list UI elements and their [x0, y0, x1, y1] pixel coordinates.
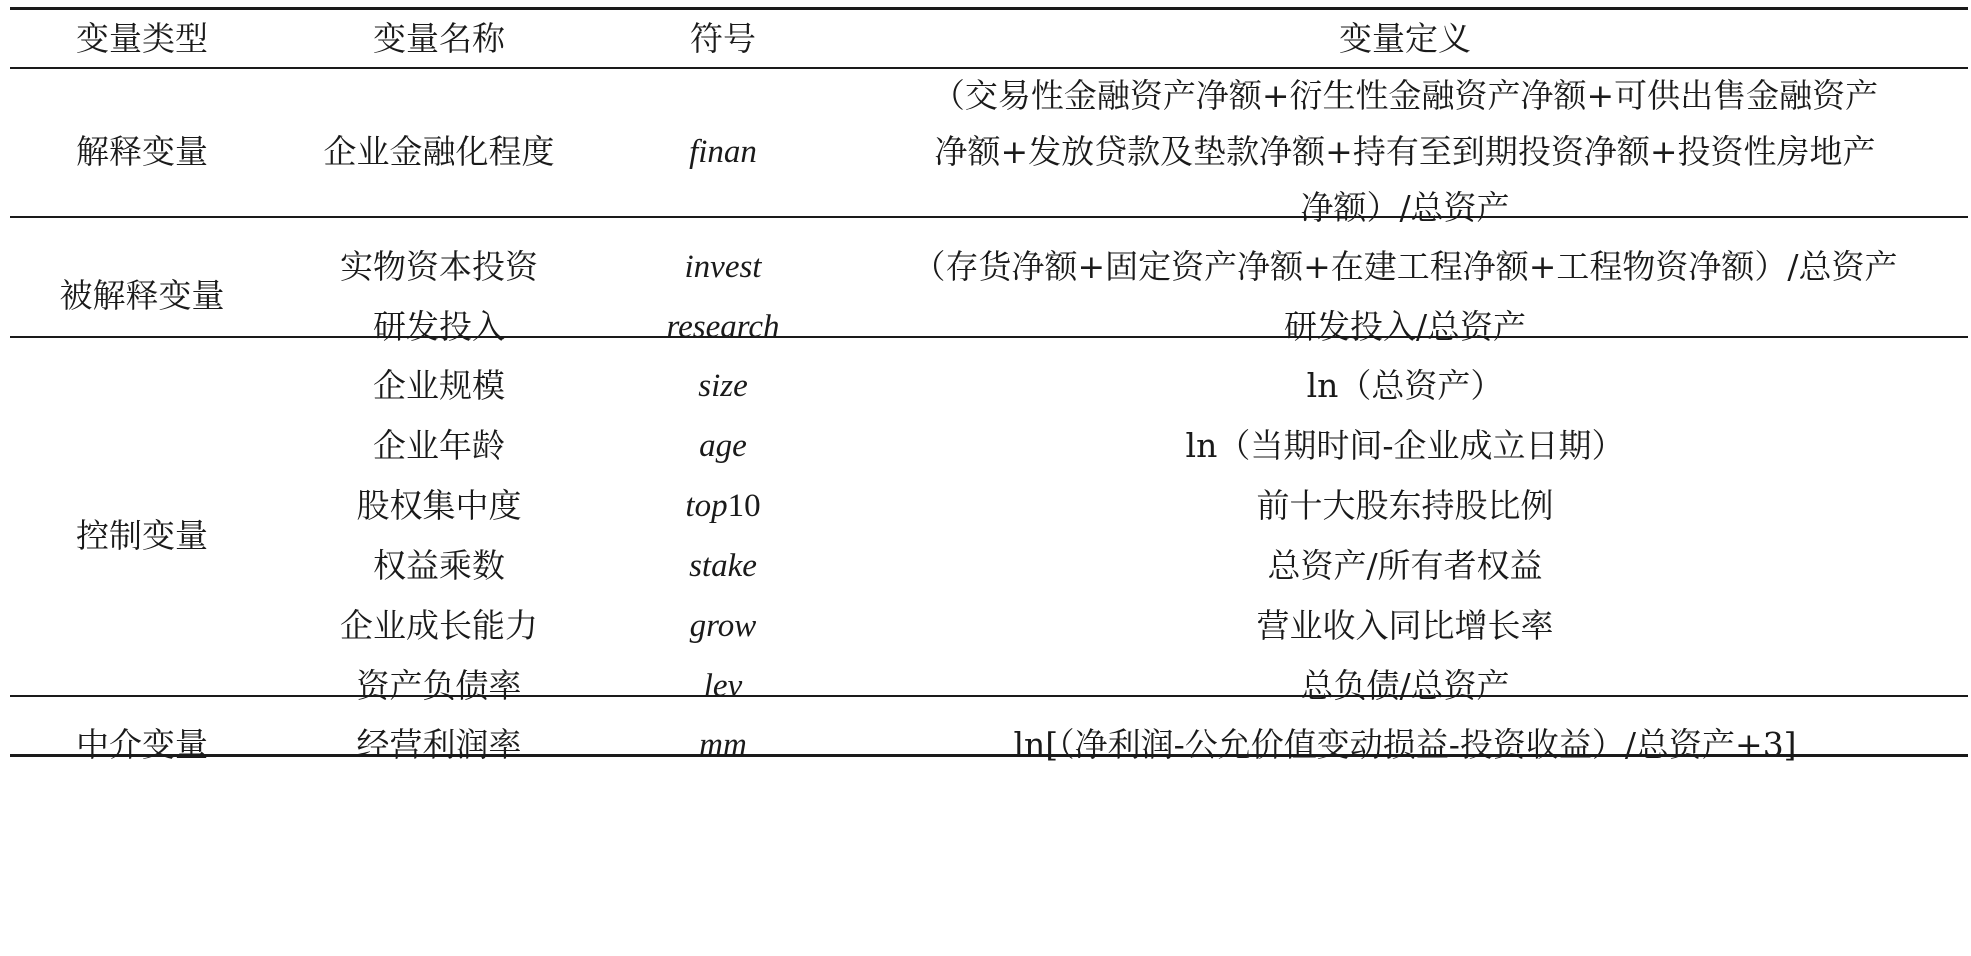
variable-definition-table: [10, 0, 1968, 774]
table-row: [10, 536, 1968, 596]
variable-name-cell: 企业金融化程度: [323, 132, 555, 171]
definition-line: 净额）/总资产: [1300, 188, 1510, 227]
variable-symbol-cell: lev: [703, 667, 743, 704]
variable-definition-cell: 前十大股东持股比例: [1256, 486, 1554, 525]
table-row: [10, 68, 1968, 236]
header-definition: 变量定义: [1339, 18, 1471, 58]
variable-type-cell: 中介变量: [76, 724, 208, 764]
variable-definition-cell: ln（当期时间-企业成立日期）: [1185, 426, 1625, 465]
variable-symbol-cell: age: [699, 428, 747, 464]
definition-line: （交易性金融资产净额+衍生性金融资产净额+可供出售金融资产: [931, 76, 1879, 115]
variable-definition-cell: 营业收入同比增长率: [1256, 606, 1554, 645]
variable-name-cell: 实物资本投资: [340, 247, 538, 286]
variable-definition-cell: ln（总资产）: [1306, 366, 1504, 405]
table-row: [10, 416, 1968, 476]
table-row: [10, 596, 1968, 656]
variable-name-cell: 权益乘数: [373, 546, 505, 585]
variable-definition-cell: （存货净额+固定资产净额+在建工程净额+工程物资净额）/总资产: [912, 247, 1898, 286]
variable-symbol-cell: mm: [699, 726, 747, 763]
variable-name-cell: 研发投入: [373, 307, 505, 346]
variable-name-cell: 企业年龄: [373, 426, 505, 465]
definition-line: 净额+发放贷款及垫款净额+持有至到期投资净额+投资性房地产: [934, 132, 1876, 171]
variable-symbol-cell: finan: [689, 134, 757, 170]
variable-definition-cell: 总负债/总资产: [1300, 665, 1510, 705]
variable-name-cell: 企业规模: [373, 366, 505, 405]
variable-name-cell: 企业成长能力: [340, 606, 538, 645]
symbol-number: 10: [727, 488, 761, 524]
table-row: [10, 236, 1968, 298]
variable-definition-cell: [842, 68, 1968, 236]
header-name: 变量名称: [373, 18, 505, 58]
table-header-row: [10, 0, 1968, 68]
variable-name-cell: 经营利润率: [356, 724, 522, 764]
table-row: [10, 476, 1968, 536]
variable-definition-cell: ln[（净利润-公允价值变动损益-投资收益）/总资产+3]: [1013, 724, 1797, 764]
variable-symbol-cell: stake: [689, 548, 757, 584]
table-row: [10, 356, 1968, 416]
symbol-text: top: [685, 488, 728, 524]
variable-type-cell: 控制变量: [76, 515, 208, 555]
header-type: 变量类型: [76, 18, 208, 58]
table-row: [10, 298, 1968, 356]
table-row: [10, 715, 1968, 774]
variable-symbol-cell: research: [666, 309, 780, 345]
variable-symbol-cell: [604, 476, 842, 536]
variable-definition-cell: 总资产/所有者权益: [1267, 546, 1543, 585]
variable-name-cell: 资产负债率: [356, 665, 522, 705]
variable-definition-cell: 研发投入/总资产: [1283, 307, 1527, 346]
variable-type-cell: 解释变量: [76, 132, 208, 171]
variable-symbol-cell: grow: [689, 608, 757, 644]
variable-symbol-cell: invest: [684, 249, 762, 285]
header-symbol: 符号: [690, 18, 756, 58]
variable-type-cell: 被解释变量: [59, 276, 225, 315]
table-row: [10, 656, 1968, 715]
variable-symbol-cell: size: [698, 368, 748, 404]
variable-name-cell: 股权集中度: [356, 486, 522, 525]
